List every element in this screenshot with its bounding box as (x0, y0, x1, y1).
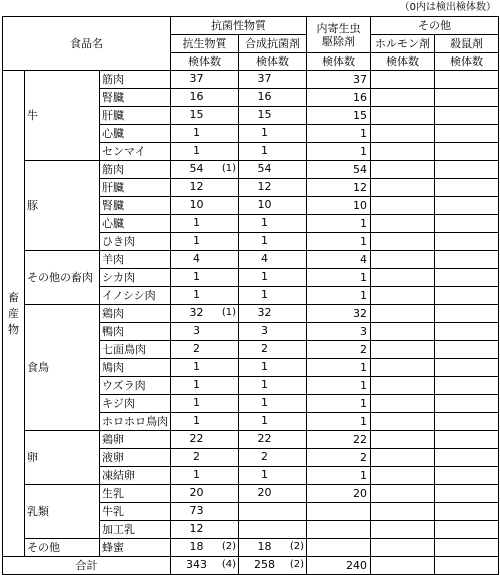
synthetic-count (239, 107, 307, 125)
synthetic-count (239, 323, 307, 341)
synthetic-count-value: 20 (257, 486, 272, 499)
insecticide-count (435, 431, 499, 449)
synthetic-count (239, 161, 307, 179)
hormone-count (371, 197, 435, 215)
synthetic-count (239, 395, 307, 413)
antibiotic-count-value: 18 (189, 540, 204, 553)
other-header: その他 (371, 17, 499, 35)
synthetic-count-value: 1 (261, 216, 269, 229)
insecticide-count (435, 233, 499, 251)
detection-count: (2) (289, 559, 305, 570)
hormone-count (371, 125, 435, 143)
antibiotic-count (171, 341, 239, 359)
antiparasitic-count: 15 (307, 107, 371, 125)
total-antiparasitic: 240 (307, 557, 371, 575)
antiparasitic-count: 1 (307, 395, 371, 413)
synthetic-count-value: 1 (261, 270, 269, 283)
food-item-name: ウズラ肉 (100, 377, 171, 395)
hormone-count (371, 503, 435, 521)
synthetic-count-value: 1 (261, 288, 269, 301)
detection-count: (1) (221, 307, 237, 318)
insecticide-count (435, 89, 499, 107)
antibiotic-count (171, 161, 239, 179)
hormone-count (371, 107, 435, 125)
antibiotic-count-value: 54 (189, 162, 204, 175)
antiparasitic-header-line1: 内寄生虫 (316, 21, 361, 35)
synthetic-count-value: 32 (257, 306, 272, 319)
synthetic-count-value: 22 (257, 432, 272, 445)
hormone-count (371, 413, 435, 431)
hormone-count (371, 341, 435, 359)
insecticide-count (435, 143, 499, 161)
food-item-name: 生乳 (100, 485, 171, 503)
antiparasitic-count: 2 (307, 341, 371, 359)
hormone-count (371, 179, 435, 197)
count-header: 検体数 (239, 53, 307, 71)
antibiotic-count-value: 1 (193, 378, 201, 391)
insecticide-count (435, 377, 499, 395)
synthetic-count-value: 18 (257, 540, 272, 553)
antiparasitic-count: 37 (307, 71, 371, 89)
antiparasitic-count: 1 (307, 359, 371, 377)
antibiotic-count-value: 16 (189, 90, 204, 103)
food-item-name: 肝臓 (100, 107, 171, 125)
total-antibiotic (171, 557, 239, 575)
antibiotic-count (171, 89, 239, 107)
table-row (3, 251, 499, 269)
total-label: 合計 (3, 557, 171, 575)
antibiotic-count (171, 107, 239, 125)
hormone-count (371, 89, 435, 107)
hormone-count (371, 251, 435, 269)
insecticide-count (435, 503, 499, 521)
antibiotic-count (171, 395, 239, 413)
insecticide-count (435, 305, 499, 323)
antiparasitic-count: 20 (307, 485, 371, 503)
synthetic-count (239, 269, 307, 287)
food-item-name: 筋肉 (100, 161, 171, 179)
table-row (3, 161, 499, 179)
antibiotic-header: 抗生物質 (171, 35, 239, 53)
antibiotic-count (171, 233, 239, 251)
total-hormone (371, 557, 435, 575)
insecticide-count (435, 521, 499, 539)
total-insecticide (435, 557, 499, 575)
count-header: 検体数 (307, 53, 371, 71)
antibiotic-count-value: 32 (189, 306, 204, 319)
antiparasitic-count: 1 (307, 143, 371, 161)
antibiotic-count-value: 15 (189, 108, 204, 121)
synthetic-count (239, 359, 307, 377)
hormone-count (371, 359, 435, 377)
antiparasitic-count: 2 (307, 449, 371, 467)
hormone-count (371, 269, 435, 287)
synthetic-count-value: 3 (261, 324, 269, 337)
antibiotic-count-value: 3 (193, 324, 201, 337)
synthetic-count-value: 1 (261, 414, 269, 427)
antiparasitic-count: 12 (307, 179, 371, 197)
inspection-table (2, 16, 499, 575)
insecticide-count (435, 251, 499, 269)
insecticide-count (435, 395, 499, 413)
total-row (3, 557, 499, 575)
synthetic-count-value: 1 (261, 468, 269, 481)
food-item-name: 凍結卵 (100, 467, 171, 485)
antibiotic-count-value: 1 (193, 126, 201, 139)
synthetic-count (239, 431, 307, 449)
synthetic-count (239, 413, 307, 431)
synthetic-count (239, 377, 307, 395)
food-name-header: 食品名 (3, 17, 171, 71)
antiparasitic-count (307, 539, 371, 557)
antibiotic-count-value: 4 (193, 252, 201, 265)
antibiotic-count (171, 431, 239, 449)
synthetic-count-value: 2 (261, 342, 269, 355)
antibiotic-count (171, 377, 239, 395)
hormone-count (371, 71, 435, 89)
synthetic-count (239, 305, 307, 323)
antiparasitic-count: 1 (307, 269, 371, 287)
antiparasitic-count: 10 (307, 197, 371, 215)
hormone-count (371, 161, 435, 179)
hormone-count (371, 431, 435, 449)
legend-note: （0内は検出検体数） (399, 2, 496, 13)
antibiotic-count (171, 287, 239, 305)
hormone-count (371, 233, 435, 251)
food-item-name: 羊肉 (100, 251, 171, 269)
livestock-category-label (3, 71, 25, 557)
table-row (3, 71, 499, 89)
hormone-count (371, 449, 435, 467)
antiparasitic-count: 1 (307, 125, 371, 143)
detection-count: (2) (289, 541, 305, 552)
livestock-label-char: 産 (8, 306, 19, 320)
antiparasitic-count: 16 (307, 89, 371, 107)
insecticide-count (435, 197, 499, 215)
antiparasitic-count: 54 (307, 161, 371, 179)
synthetic-count (239, 179, 307, 197)
antiparasitic-count: 22 (307, 431, 371, 449)
antibiotic-count (171, 413, 239, 431)
antibiotic-count-value: 1 (193, 414, 201, 427)
insecticide-count (435, 215, 499, 233)
food-item-name: 鴨肉 (100, 323, 171, 341)
synthetic-count (239, 467, 307, 485)
count-header: 検体数 (435, 53, 499, 71)
hormone-count (371, 143, 435, 161)
group-name: その他 (25, 539, 100, 557)
synthetic-count (239, 341, 307, 359)
antibiotic-count-value: 20 (189, 486, 204, 499)
food-item-name: 心臓 (100, 125, 171, 143)
synthetic-count-value: 12 (257, 180, 272, 193)
synthetic-count-value: 1 (261, 360, 269, 373)
antibiotic-count (171, 521, 239, 539)
antibiotic-count (171, 71, 239, 89)
antiparasitic-count: 1 (307, 377, 371, 395)
detection-count: (1) (221, 163, 237, 174)
table-row (3, 305, 499, 323)
synthetic-count (239, 539, 307, 557)
antibiotic-count-value: 1 (193, 396, 201, 409)
food-item-name: 加工乳 (100, 521, 171, 539)
group-name: 乳類 (25, 485, 100, 539)
synthetic-count-value: 10 (257, 198, 272, 211)
synthetic-count-value: 1 (261, 234, 269, 247)
food-item-name: 牛乳 (100, 503, 171, 521)
synthetic-count (239, 71, 307, 89)
group-name: 豚 (25, 161, 100, 251)
insecticide-count (435, 323, 499, 341)
food-item-name: 心臓 (100, 215, 171, 233)
antibiotic-count-value: 10 (189, 198, 204, 211)
antibiotic-count (171, 467, 239, 485)
synthetic-count (239, 233, 307, 251)
synthetic-count-value: 2 (261, 450, 269, 463)
antibiotic-count-value: 12 (189, 522, 204, 535)
insecticide-count (435, 287, 499, 305)
antibiotic-count (171, 449, 239, 467)
insecticide-count (435, 467, 499, 485)
synthetic-count (239, 287, 307, 305)
table-row (3, 431, 499, 449)
synthetic-count (239, 215, 307, 233)
hormone-count (371, 323, 435, 341)
synthetic-count-value: 4 (261, 252, 269, 265)
antibiotic-count (171, 269, 239, 287)
insecticide-header: 殺鼠剤 (435, 35, 499, 53)
livestock-label-char: 物 (8, 322, 19, 336)
synthetic-count-value: 15 (257, 108, 272, 121)
hormone-count (371, 395, 435, 413)
antiparasitic-count: 1 (307, 215, 371, 233)
hormone-count (371, 539, 435, 557)
insecticide-count (435, 413, 499, 431)
detection-count: (4) (221, 559, 237, 570)
food-item-name: キジ肉 (100, 395, 171, 413)
antibiotic-count-value: 22 (189, 432, 204, 445)
insecticide-count (435, 107, 499, 125)
food-item-name: 鶏肉 (100, 305, 171, 323)
antibiotic-count-value: 37 (189, 72, 204, 85)
hormone-count (371, 305, 435, 323)
food-item-name: 蜂蜜 (100, 539, 171, 557)
antiparasitic-header (307, 17, 371, 53)
food-item-name: 鶏卵 (100, 431, 171, 449)
livestock-label-char: 畜 (8, 290, 19, 304)
food-item-name: 液卵 (100, 449, 171, 467)
total-synthetic (239, 557, 307, 575)
count-header: 検体数 (171, 53, 239, 71)
hormone-header: ホルモン剤 (371, 35, 435, 53)
antiparasitic-header-line2: 駆除剤 (322, 34, 356, 48)
synthetic-count (239, 89, 307, 107)
detection-count: (2) (221, 541, 237, 552)
antibiotic-count-value: 1 (193, 234, 201, 247)
antibacterial-header: 抗菌性物質 (171, 17, 307, 35)
synthetic-count-value: 1 (261, 126, 269, 139)
table-row (3, 485, 499, 503)
antibiotic-count-value: 2 (193, 450, 201, 463)
food-item-name: 腎臓 (100, 197, 171, 215)
antibiotic-count (171, 125, 239, 143)
antiparasitic-count: 1 (307, 413, 371, 431)
insecticide-count (435, 179, 499, 197)
antiparasitic-count: 1 (307, 467, 371, 485)
food-item-name: イノシシ肉 (100, 287, 171, 305)
hormone-count (371, 485, 435, 503)
synthetic-count (239, 521, 307, 539)
hormone-count (371, 521, 435, 539)
antibiotic-count-value: 1 (193, 468, 201, 481)
antibiotic-count (171, 305, 239, 323)
insecticide-count (435, 485, 499, 503)
food-item-name: 七面鳥肉 (100, 341, 171, 359)
insecticide-count (435, 341, 499, 359)
antiparasitic-count (307, 521, 371, 539)
synthetic-count (239, 143, 307, 161)
food-item-name: 筋肉 (100, 71, 171, 89)
synthetic-count (239, 125, 307, 143)
group-name: 食鳥 (25, 305, 100, 431)
insecticide-count (435, 161, 499, 179)
food-item-name: 腎臓 (100, 89, 171, 107)
antibiotic-count (171, 179, 239, 197)
synthetic-count (239, 197, 307, 215)
total-antibiotic-value: 343 (186, 558, 208, 571)
synthetic-count (239, 251, 307, 269)
antiparasitic-count (307, 503, 371, 521)
total-synthetic-value: 258 (254, 558, 276, 571)
food-item-name: ホロホロ鳥肉 (100, 413, 171, 431)
antibiotic-count (171, 251, 239, 269)
hormone-count (371, 215, 435, 233)
insecticide-count (435, 269, 499, 287)
antibiotic-count (171, 197, 239, 215)
antibiotic-count-value: 73 (189, 504, 204, 517)
table-row (3, 539, 499, 557)
synthetic-count-value: 1 (261, 144, 269, 157)
synthetic-count-value: 1 (261, 378, 269, 391)
food-item-name: ひき肉 (100, 233, 171, 251)
antibiotic-count-value: 1 (193, 288, 201, 301)
hormone-count (371, 377, 435, 395)
synthetic-count-value: 37 (257, 72, 272, 85)
hormone-count (371, 467, 435, 485)
insecticide-count (435, 359, 499, 377)
antibiotic-count (171, 143, 239, 161)
insecticide-count (435, 71, 499, 89)
synthetic-count-value: 1 (261, 396, 269, 409)
antibiotic-count (171, 539, 239, 557)
food-item-name: 肝臓 (100, 179, 171, 197)
antiparasitic-count: 4 (307, 251, 371, 269)
food-item-name: 鳩肉 (100, 359, 171, 377)
antiparasitic-count: 3 (307, 323, 371, 341)
antibiotic-count (171, 215, 239, 233)
food-item-name: シカ肉 (100, 269, 171, 287)
synthetic-count-value: 16 (257, 90, 272, 103)
insecticide-count (435, 449, 499, 467)
insecticide-count (435, 539, 499, 557)
insecticide-count (435, 125, 499, 143)
antibiotic-count-value: 12 (189, 180, 204, 193)
antibiotic-count (171, 485, 239, 503)
group-name: その他の畜肉 (25, 251, 100, 305)
antiparasitic-count: 1 (307, 233, 371, 251)
food-item-name: センマイ (100, 143, 171, 161)
antibiotic-count (171, 503, 239, 521)
antibiotic-count-value: 1 (193, 360, 201, 373)
synthetic-count (239, 485, 307, 503)
antibiotic-count-value: 1 (193, 270, 201, 283)
synthetic-count (239, 449, 307, 467)
group-name: 牛 (25, 71, 100, 161)
synthetic-count (239, 503, 307, 521)
antiparasitic-count: 32 (307, 305, 371, 323)
antibiotic-count (171, 323, 239, 341)
synthetic-header: 合成抗菌剤 (239, 35, 307, 53)
antibiotic-count-value: 2 (193, 342, 201, 355)
antibiotic-count-value: 1 (193, 144, 201, 157)
count-header: 検体数 (371, 53, 435, 71)
group-name: 卵 (25, 431, 100, 485)
synthetic-count-value: 54 (257, 162, 272, 175)
hormone-count (371, 287, 435, 305)
antibiotic-count (171, 359, 239, 377)
antiparasitic-count: 1 (307, 287, 371, 305)
antibiotic-count-value: 1 (193, 216, 201, 229)
